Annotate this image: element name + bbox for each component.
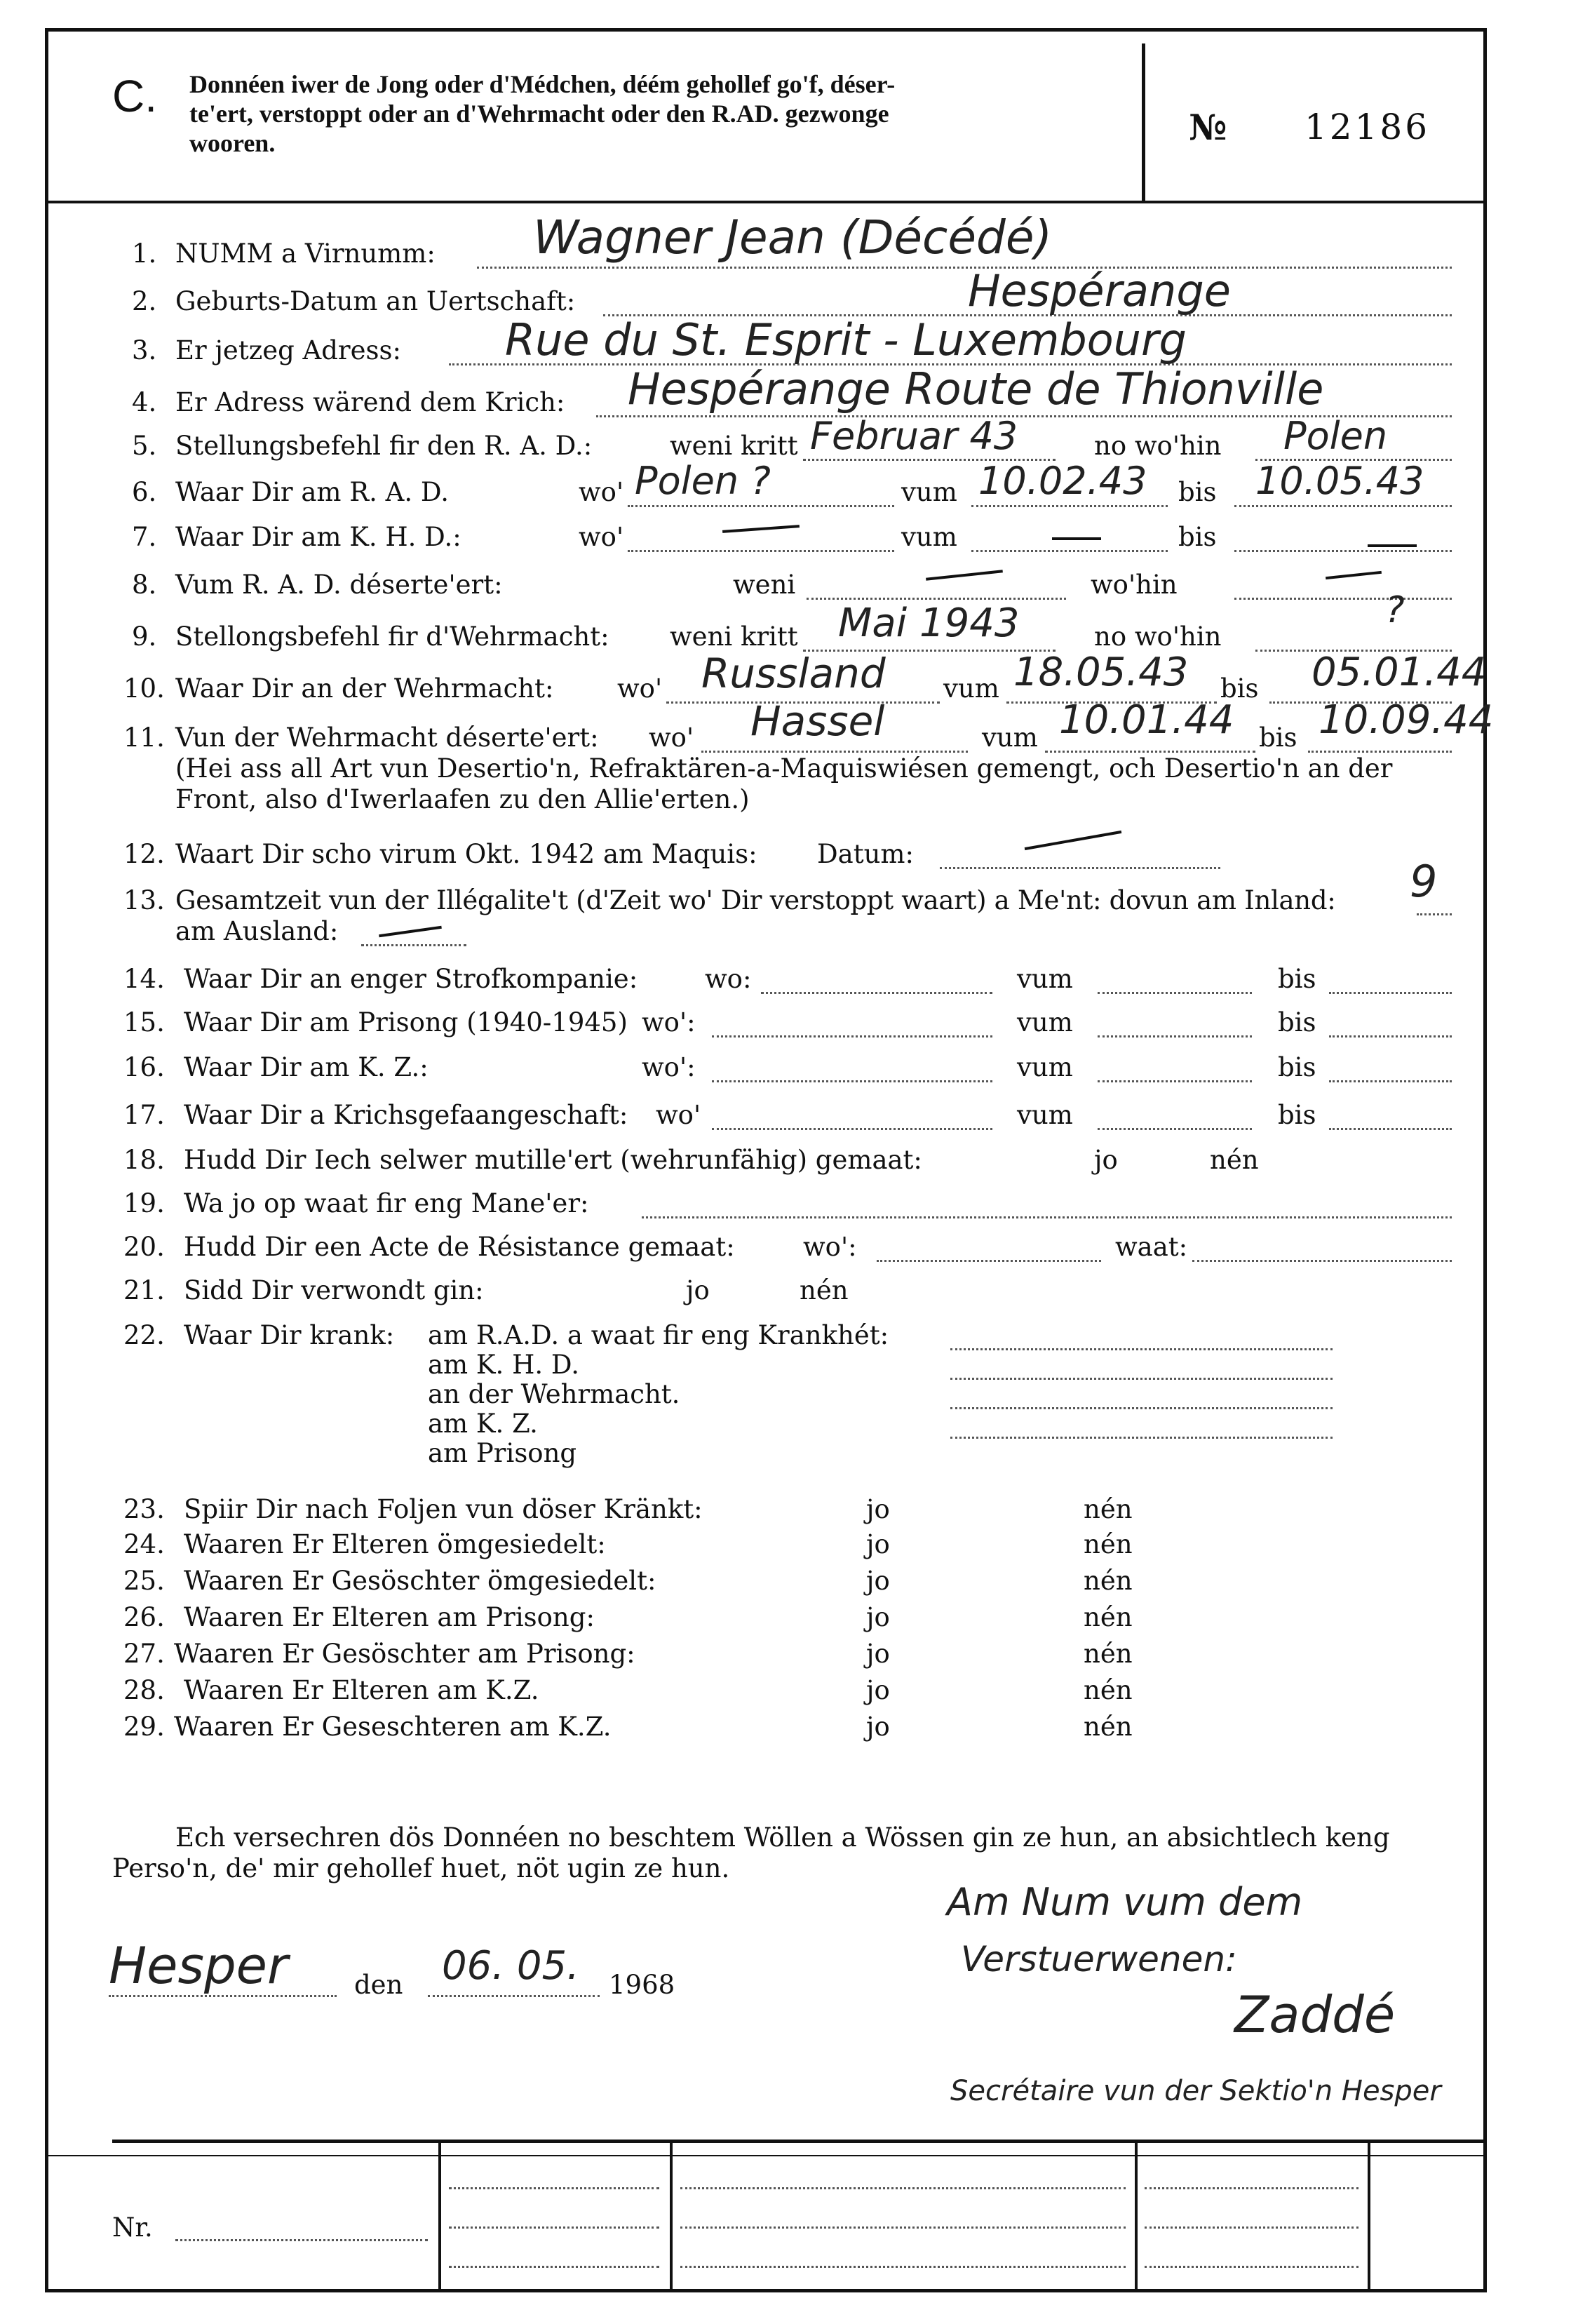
q3-number: 3. [132, 335, 157, 365]
q16-label: Waar Dir am K. Z.: [184, 1052, 429, 1082]
q12-number: 12. [123, 839, 165, 869]
q9-wohin-label: no wo'hin [1094, 622, 1222, 652]
q21-number: 21. [123, 1275, 165, 1305]
q9-label: Stellongsbefehl fir d'Wehrmacht: [175, 622, 609, 652]
header-rule [45, 201, 1487, 203]
q4-number: 4. [132, 387, 157, 417]
footer-col-divider-1 [438, 2140, 441, 2292]
q7-vum-label: vum [901, 522, 957, 552]
q4-answer: Hespérange Route de Thionville [628, 363, 1324, 415]
q16-vum-line [1098, 1080, 1252, 1082]
q14-vum-label: vum [1017, 964, 1073, 994]
q6-number: 6. [132, 477, 157, 507]
q11-bis-value: 10.09.44 [1319, 697, 1494, 743]
q15-bis-label: bis [1278, 1007, 1316, 1037]
q2-number: 2. [132, 286, 157, 316]
q2-label: Geburts-Datum an Uertschaft: [175, 286, 576, 316]
header-title-line-1: Donnéen iwer de Jong oder d'Médchen, déém gehollef go'f, déser- [189, 70, 896, 98]
q17-bis-label: bis [1278, 1100, 1316, 1130]
q3-answer: Rue du St. Esprit - Luxembourg [505, 314, 1187, 365]
q20-wo-line [877, 1260, 1101, 1262]
q11-vum-line [1045, 751, 1255, 753]
number-label: № [1189, 107, 1227, 148]
q17-number: 17. [123, 1100, 165, 1130]
q15-wo-line [712, 1035, 992, 1037]
q6-wo-line [628, 505, 894, 507]
q11-wo-line [701, 751, 968, 753]
q13-number: 13. [123, 885, 165, 915]
q11-vum-value: 10.01.44 [1059, 697, 1234, 743]
q18-number: 18. [123, 1145, 165, 1175]
q8-weni-line [807, 598, 1066, 600]
q11-number: 11. [123, 723, 165, 753]
q10-vum-value: 18.05.43 [1013, 650, 1189, 695]
q23-nen: nén [1084, 1494, 1133, 1524]
q23-number: 23. [123, 1494, 165, 1524]
footer-cell-line-3c [1145, 2266, 1358, 2268]
q14-wo-label: wo: [705, 964, 752, 994]
q1-answer: Wagner Jean (Décédé) [533, 210, 1053, 264]
q6-wo-value: Polen ? [635, 459, 771, 503]
q8-weni-label: weni [733, 570, 796, 600]
q7-label: Waar Dir am K. H. D.: [175, 522, 461, 552]
signature-date-line [428, 1995, 600, 1997]
q25-nen: nén [1084, 1566, 1133, 1596]
q18-nen: nén [1210, 1145, 1259, 1175]
q19-label: Wa jo op waat fir eng Mane'er: [184, 1188, 589, 1218]
q11-vum-label: vum [982, 723, 1038, 753]
q22-sub-rad-line [950, 1348, 1333, 1350]
q8-label: Vum R. A. D. déserte'ert: [175, 570, 503, 600]
q16-vum-label: vum [1017, 1052, 1073, 1082]
q29-nen: nén [1084, 1712, 1133, 1742]
footer-cell-line-3a [1145, 2187, 1358, 2189]
q7-vum-dash [1052, 537, 1101, 540]
q26-label: Waaren Er Elteren am Prisong: [184, 1602, 595, 1632]
section-letter: C. [112, 71, 157, 121]
q16-bis-line [1329, 1080, 1452, 1082]
q13-ausland-label: am Ausland: [175, 916, 339, 946]
q9-wohin-value: ? [1385, 589, 1405, 631]
q2-answer: Hespérange [968, 265, 1231, 316]
footer-cell-line-2a [680, 2187, 1126, 2189]
q6-bis-line [1234, 505, 1452, 507]
q6-vum-label: vum [901, 477, 957, 507]
q25-label: Waaren Er Gesöschter ömgesiedelt: [184, 1566, 656, 1596]
footer-cell-line-3b [1145, 2226, 1358, 2229]
q21-nen: nén [800, 1275, 849, 1305]
q10-bis-value: 05.01.44 [1312, 650, 1487, 695]
q29-jo: jo [866, 1712, 890, 1742]
q24-number: 24. [123, 1529, 165, 1559]
footer-cell-line-1a [449, 2187, 659, 2189]
q8-number: 8. [132, 570, 157, 600]
q15-wo-label: wo': [642, 1007, 696, 1037]
q1-number: 1. [132, 239, 157, 269]
q7-vum-line [971, 550, 1168, 552]
header-title-line-3: wooren. [189, 129, 276, 157]
q7-bis-line [1234, 550, 1452, 552]
q23-jo: jo [866, 1494, 890, 1524]
q21-jo: jo [686, 1275, 710, 1305]
q22-sub-kz: am K. Z. [428, 1409, 538, 1439]
header-divider [1142, 43, 1145, 203]
q26-jo: jo [866, 1602, 890, 1632]
q9-number: 9. [132, 622, 157, 652]
q27-label: Waaren Er Gesöschter am Prisong: [174, 1639, 635, 1669]
q11-bis-label: bis [1259, 723, 1297, 753]
declaration-line-2: Perso'n, de' mir gehollef huet, nöt ugin ze hun. [112, 1853, 730, 1883]
q28-nen: nén [1084, 1675, 1133, 1705]
q6-vum-line [971, 505, 1168, 507]
signature-name: Zaddé [1234, 1985, 1396, 2044]
q27-nen: nén [1084, 1639, 1133, 1669]
signature-date: 06. 05. [442, 1943, 579, 1989]
signature-place-line [109, 1995, 337, 1997]
signature-role: Secrétaire vun der Sektio'n Hesper [950, 2075, 1441, 2107]
q26-nen: nén [1084, 1602, 1133, 1632]
q5-number: 5. [132, 431, 157, 461]
q24-jo: jo [866, 1529, 890, 1559]
q22-sub-khd: am K. H. D. [428, 1350, 579, 1380]
q15-number: 15. [123, 1007, 165, 1037]
footer-cell-line-1b [449, 2226, 659, 2229]
q27-number: 27. [123, 1639, 165, 1669]
q10-number: 10. [123, 673, 165, 704]
q20-wo-label: wo': [803, 1232, 857, 1262]
signature-place: Hesper [109, 1936, 288, 1995]
q1-label: NUMM a Virnumm: [175, 239, 436, 269]
q12-datum-label: Datum: [817, 839, 914, 869]
q9-weni-value: Mai 1943 [838, 600, 1020, 646]
header-title-line-2: te'ert, verstoppt oder an d'Wehrmacht oder den R.AD. gezwonge [189, 100, 889, 128]
q6-vum-value: 10.02.43 [978, 459, 1147, 503]
q11-note-line-1: (Hei ass all Art vun Desertio'n, Refraktären-a-Maquiswiésen gemengt, och Desertio'n an der [175, 753, 1393, 784]
q13-inland-value: 9 [1410, 856, 1438, 907]
form-number: 12186 [1304, 107, 1431, 147]
q18-label: Hudd Dir Iech selwer mutille'ert (wehrunfähig) gemaat: [184, 1145, 922, 1175]
footer-cell-line-1c [449, 2266, 659, 2268]
q15-vum-label: vum [1017, 1007, 1073, 1037]
q17-wo-line [712, 1128, 992, 1130]
q7-bis-label: bis [1178, 522, 1217, 552]
footer-cell-line-2c [680, 2266, 1126, 2268]
q14-wo-line [761, 992, 992, 994]
q16-bis-label: bis [1278, 1052, 1316, 1082]
declaration-line-1: Ech versechren dös Donnéen no beschtem Wöllen a Wössen gin ze hun, an absichtlech keng [175, 1822, 1390, 1853]
q12-datum-line [940, 867, 1220, 869]
q1-line [477, 267, 1452, 269]
q14-number: 14. [123, 964, 165, 994]
q20-label: Hudd Dir een Acte de Résistance gemaat: [184, 1232, 735, 1262]
q23-label: Spiir Dir nach Foljen vun döser Kränkt: [184, 1494, 703, 1524]
q19-line [642, 1216, 1452, 1218]
q6-bis-label: bis [1178, 477, 1217, 507]
q3-label: Er jetzeg Adress: [175, 335, 401, 365]
q11-bis-line [1308, 751, 1452, 753]
q14-label: Waar Dir an enger Strofkompanie: [184, 964, 638, 994]
q8-wohin-line [1234, 598, 1452, 600]
q20-waat-line [1192, 1260, 1452, 1262]
q20-waat-label: waat: [1115, 1232, 1188, 1262]
q15-bis-line [1329, 1035, 1452, 1037]
footer-col-divider-4 [1368, 2140, 1370, 2292]
q7-bis-dash [1368, 544, 1417, 547]
q6-wo-label: wo' [579, 477, 624, 507]
q9-weni-label: weni kritt [670, 622, 798, 652]
q7-number: 7. [132, 522, 157, 552]
q17-vum-line [1098, 1128, 1252, 1130]
q22-sub-kz-line [950, 1437, 1333, 1439]
q10-wo-label: wo' [617, 673, 663, 704]
signature-den-label: den [354, 1970, 403, 2000]
q24-nen: nén [1084, 1529, 1133, 1559]
q11-note-line-2: Front, also d'Iwerlaafen zu den Allie'erten.) [175, 784, 750, 814]
q28-jo: jo [866, 1675, 890, 1705]
q22-sub-khd-line [950, 1378, 1333, 1380]
q17-label: Waar Dir a Krichsgefaangeschaft: [184, 1100, 628, 1130]
q22-sub-wehrmacht-line [950, 1407, 1333, 1409]
q19-number: 19. [123, 1188, 165, 1218]
q25-number: 25. [123, 1566, 165, 1596]
q5-wohin-label: no wo'hin [1094, 431, 1222, 461]
footer-col-divider-2 [670, 2140, 673, 2292]
q15-label: Waar Dir am Prisong (1940-1945) [184, 1007, 628, 1037]
q27-jo: jo [866, 1639, 890, 1669]
q22-sub-wehrmacht: an der Wehrmacht. [428, 1379, 680, 1409]
footer-second-rule [45, 2155, 1487, 2156]
q14-vum-line [1098, 992, 1252, 994]
q10-bis-label: bis [1220, 673, 1259, 704]
q6-label: Waar Dir am R. A. D. [175, 477, 449, 507]
q16-wo-line [712, 1080, 992, 1082]
footer-nr-line [175, 2239, 428, 2241]
q13-label: Gesamtzeit vun der Illégalite't (d'Zeit wo' Dir verstoppt waart) a Me'nt: dovun am Inland: [175, 885, 1336, 915]
footer-nr-label: Nr. [112, 2212, 153, 2243]
q13-inland-line [1417, 913, 1452, 915]
q5-label: Stellungsbefehl fir den R. A. D.: [175, 431, 593, 461]
q20-number: 20. [123, 1232, 165, 1262]
q25-jo: jo [866, 1566, 890, 1596]
q28-number: 28. [123, 1675, 165, 1705]
q17-vum-label: vum [1017, 1100, 1073, 1130]
q10-vum-label: vum [943, 673, 999, 704]
q13-ausland-line [361, 944, 466, 946]
q7-wo-label: wo' [579, 522, 624, 552]
signature-year: 1968 [609, 1970, 675, 2000]
q8-wohin-label: wo'hin [1091, 570, 1178, 600]
q14-bis-label: bis [1278, 964, 1316, 994]
q10-label: Waar Dir an der Wehrmacht: [175, 673, 554, 704]
q12-label: Waart Dir scho virum Okt. 1942 am Maquis: [175, 839, 757, 869]
q16-wo-label: wo': [642, 1052, 696, 1082]
q16-number: 16. [123, 1052, 165, 1082]
q5-wohin-value: Polen [1283, 414, 1388, 458]
q21-label: Sidd Dir verwondt gin: [184, 1275, 484, 1305]
q10-wo-value: Russland [701, 650, 886, 697]
q17-bis-line [1329, 1128, 1452, 1130]
footer-col-divider-3 [1135, 2140, 1138, 2292]
q29-number: 29. [123, 1712, 165, 1742]
q29-label: Waaren Er Geseschteren am K.Z. [174, 1712, 612, 1742]
signature-behalf-line-1: Am Num vum dem [947, 1880, 1303, 1924]
q28-label: Waaren Er Elteren am K.Z. [184, 1675, 539, 1705]
q4-label: Er Adress wärend dem Krich: [175, 387, 565, 417]
q22-sub-prisong: am Prisong [428, 1438, 577, 1468]
q18-jo: jo [1094, 1145, 1118, 1175]
q11-wo-value: Hassel [750, 697, 885, 745]
q26-number: 26. [123, 1602, 165, 1632]
q14-bis-line [1329, 992, 1452, 994]
q7-wo-line [628, 550, 894, 552]
q5-weni-label: weni kritt [670, 431, 798, 461]
signature-behalf-line-2: Verstuerwenen: [961, 1939, 1237, 1980]
q6-bis-value: 10.05.43 [1255, 459, 1424, 503]
footer-cell-line-2b [680, 2226, 1126, 2229]
q22-label: Waar Dir krank: [184, 1320, 395, 1350]
q15-vum-line [1098, 1035, 1252, 1037]
q17-wo-label: wo' [656, 1100, 701, 1130]
q24-label: Waaren Er Elteren ömgesiedelt: [184, 1529, 606, 1559]
q11-label: Vun der Wehrmacht déserte'ert: [175, 723, 599, 753]
q22-number: 22. [123, 1320, 165, 1350]
footer-top-rule [112, 2140, 1487, 2143]
q11-wo-label: wo' [649, 723, 694, 753]
q22-sub-rad: am R.A.D. a waat fir eng Krankhét: [428, 1320, 889, 1350]
q5-weni-value: Februar 43 [810, 414, 1018, 458]
